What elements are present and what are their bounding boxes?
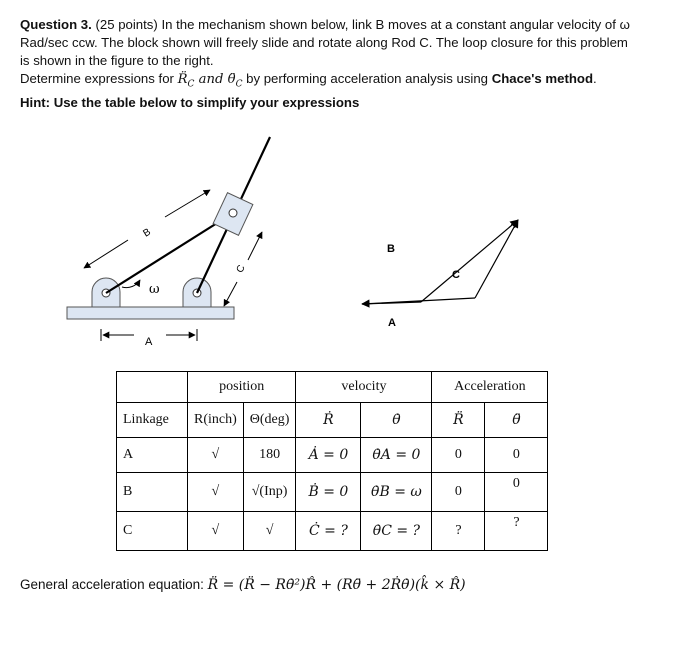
col-thetaddot: θ̈ [485, 403, 548, 438]
cell: Ḃ = 0 [296, 473, 361, 512]
general-label: General acceleration equation: [20, 577, 208, 592]
table-row [117, 512, 548, 551]
dim-C-arrow-lower [224, 282, 237, 306]
col-rdot: Ṙ [296, 403, 361, 438]
line4-pre: Determine expressions for [20, 71, 178, 86]
question-points: (25 points) [95, 17, 158, 32]
empty-corner-cell [117, 372, 188, 403]
dim-B-arrow-lower [84, 240, 128, 268]
cell: √ [243, 512, 296, 551]
general-equation-formula: R̈ = (R̈ − Rθ̇²)R̂ + (Rθ̈ + 2Ṙθ̇)(k̂ × R̂) [207, 577, 466, 593]
var2-symbol: θ̈ [227, 72, 236, 87]
loop-vector-B [421, 220, 518, 302]
mech-label-B: B [141, 226, 153, 240]
cell: 0 [432, 473, 485, 512]
mechanism-diagram [67, 137, 270, 348]
cell: 0 [485, 438, 548, 473]
var1-symbol: R̈ [177, 72, 188, 87]
cell: θ̇C = ? [361, 512, 432, 551]
col-linkage: Linkage [117, 403, 188, 438]
loop-vector-C [475, 220, 518, 298]
block-pin [229, 209, 237, 217]
dim-B-arrow-upper [165, 190, 210, 217]
general-equation [20, 577, 466, 593]
ground-base [67, 307, 234, 319]
dim-C-arrow-upper [248, 232, 262, 260]
loop-label-B: B [387, 243, 395, 255]
cell: θ̇A = 0 [361, 438, 432, 473]
cell: 180 [243, 438, 296, 473]
question-heading: Question 3. [20, 17, 92, 32]
link-B [106, 213, 233, 293]
line4-mid: by performing acceleration analysis using [242, 71, 492, 86]
var-thetac-ddot [227, 72, 243, 90]
cell: √ [188, 512, 244, 551]
question-line-2: Rad/sec ccw. The block shown will freely slide and rotate along Rod C. The loop closure for this problem [20, 35, 628, 50]
method-name: Chace's method [491, 71, 594, 86]
table-row [117, 473, 548, 512]
cell: √(Inp) [243, 473, 296, 512]
kinematics-table [116, 371, 548, 551]
cell: ? [485, 512, 548, 551]
loop-label-C: C [452, 269, 460, 281]
loop-label-A: A [388, 317, 396, 329]
table-header-row [117, 403, 548, 438]
question-text [20, 16, 670, 112]
cell: θ̇B = ω [361, 473, 432, 512]
cell: √ [188, 438, 244, 473]
mech-label-omega: ω [149, 282, 160, 297]
cell: 0 [485, 473, 548, 512]
col-r: R(inch) [188, 403, 244, 438]
hint-text: Hint: Use the table below to simplify your expressions [20, 94, 360, 110]
cell: ? [432, 512, 485, 551]
cell: √ [188, 473, 244, 512]
cell: C [117, 512, 188, 551]
col-theta: Θ(deg) [243, 403, 296, 438]
question-line-1 [20, 16, 670, 34]
group-acceleration: Acceleration [432, 372, 548, 403]
var-rc-ddot [177, 72, 195, 90]
table-group-row [117, 372, 548, 403]
cell: A [117, 438, 188, 473]
line4-end: . [593, 71, 597, 86]
line4-and: and [194, 72, 228, 87]
mech-label-A: A [145, 336, 153, 348]
cell: Ȧ = 0 [296, 438, 361, 473]
group-position: position [188, 372, 296, 403]
question-line1-text: In the mechanism shown below, link B moves at a constant angular velocity of ω [157, 17, 630, 32]
cell: 0 [432, 438, 485, 473]
cell: B [117, 473, 188, 512]
var2-sub: C [235, 79, 243, 90]
question-line-3: is shown in the figure to the right. [20, 53, 214, 68]
var1-sub: C [187, 79, 195, 90]
mech-label-C: C [234, 263, 248, 275]
cell: Ċ = ? [296, 512, 361, 551]
group-velocity: velocity [296, 372, 432, 403]
col-thetadot: θ̇ [361, 403, 432, 438]
col-rddot: R̈ [432, 403, 485, 438]
table-row [117, 438, 548, 473]
loop-closure-diagram [362, 220, 518, 329]
question-line-4 [20, 70, 670, 94]
figure-area [0, 120, 682, 360]
